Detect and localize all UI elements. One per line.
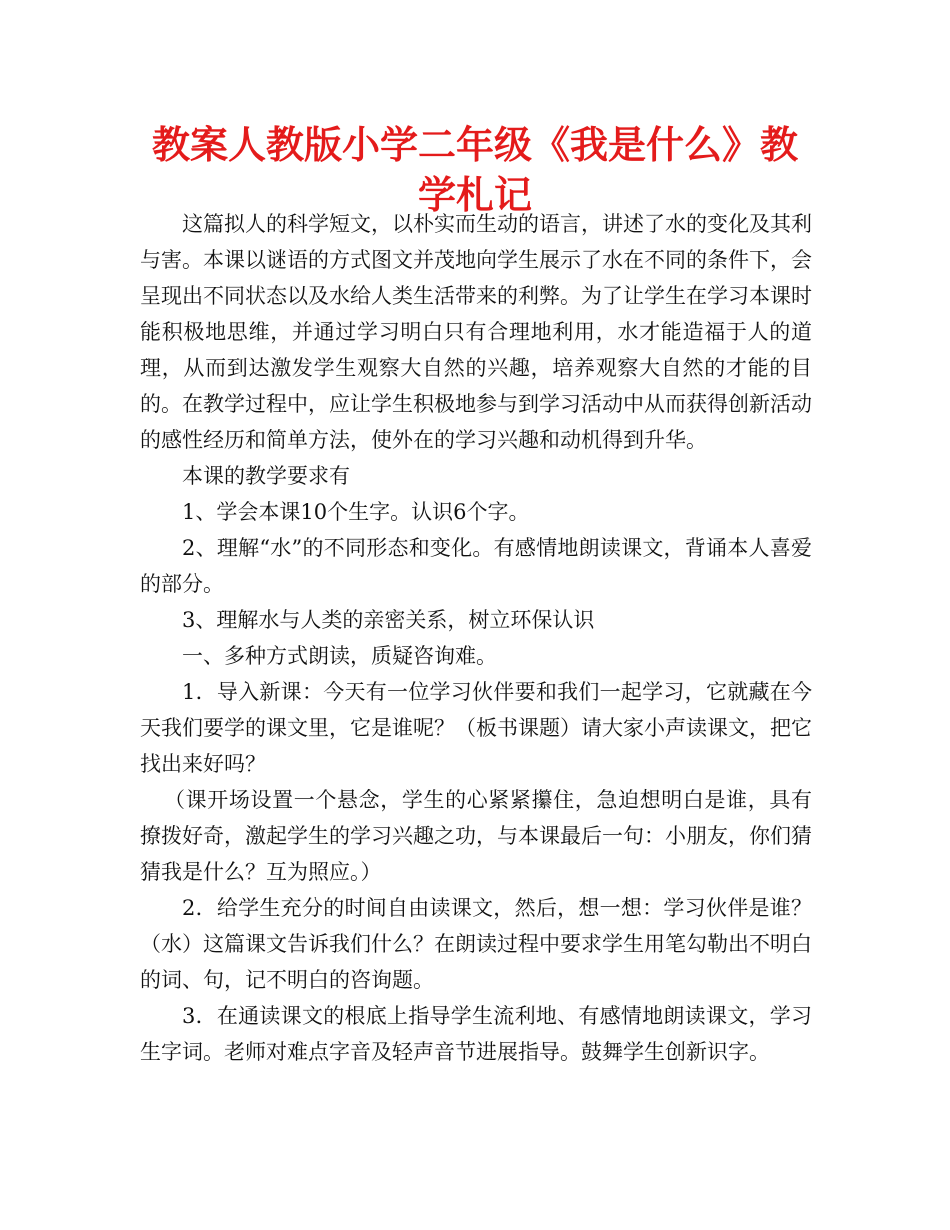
document-title: 教案人教版小学二年级《我是什么》教学札记 [151,123,798,217]
step-3-paragraph: 3．在通读课文的根底上指导学生流利地、有感情地朗读课文，学习生字词。老师对难点字音及轻声音节进展指导。鼓舞学生创新识字。 [140,1004,812,1064]
requirement-item-1: 1、学会本课10个生字。认识6个字。 [182,500,530,524]
requirement-item-3: 3、理解水与人类的亲密关系，树立环保认识 [182,608,595,632]
section-heading-1: 一、多种方式朗读，质疑咨询难。 [182,644,497,668]
document-body [140,206,812,1070]
requirement-item-2: 2、理解“水”的不同形态和变化。有感情地朗读课文，背诵本人喜爱的部分。 [140,536,812,596]
step-1-paragraph: 1．导入新课：今天有一位学习伙伴要和我们一起学习，它就藏在今天我们要学的课文里，它是谁呢？（板书课题）请大家小声读课文，把它找出来好吗？ [140,680,812,776]
step-1-note: （课开场设置一个悬念，学生的心紧紧攥住，急迫想明白是谁，具有撩拨好奇，激起学生的学习兴趣之功，与本课最后一句：小朋友，你们猜猜我是什么？互为照应。） [140,788,812,884]
requirements-heading: 本课的教学要求有 [182,464,350,488]
step-2-paragraph: 2．给学生充分的时间自由读课文，然后，想一想：学习伙伴是谁？（水）这篇课文告诉我们什么？在朗读过程中要求学生用笔勾勒出不明白的词、句，记不明白的咨询题。 [140,896,812,992]
intro-paragraph: 这篇拟人的科学短文，以朴实而生动的语言，讲述了水的变化及其利与害。本课以谜语的方式图文并茂地向学生展示了水在不同的条件下，会呈现出不同状态以及水给人类生活带来的利弊。为了让学生在学习本课时能积极地思维，并通过学习明白只有合理地利用，水才能造福于人的道理，从而到达激发学生观察大自然的兴趣，培养观察大自然的才能的目的。在教学过程中，应让学生积极地参与到学习活动中从而获得创新活动的感性经历和简单方法，使外在的学习兴趣和动机得到升华。 [140,212,812,452]
